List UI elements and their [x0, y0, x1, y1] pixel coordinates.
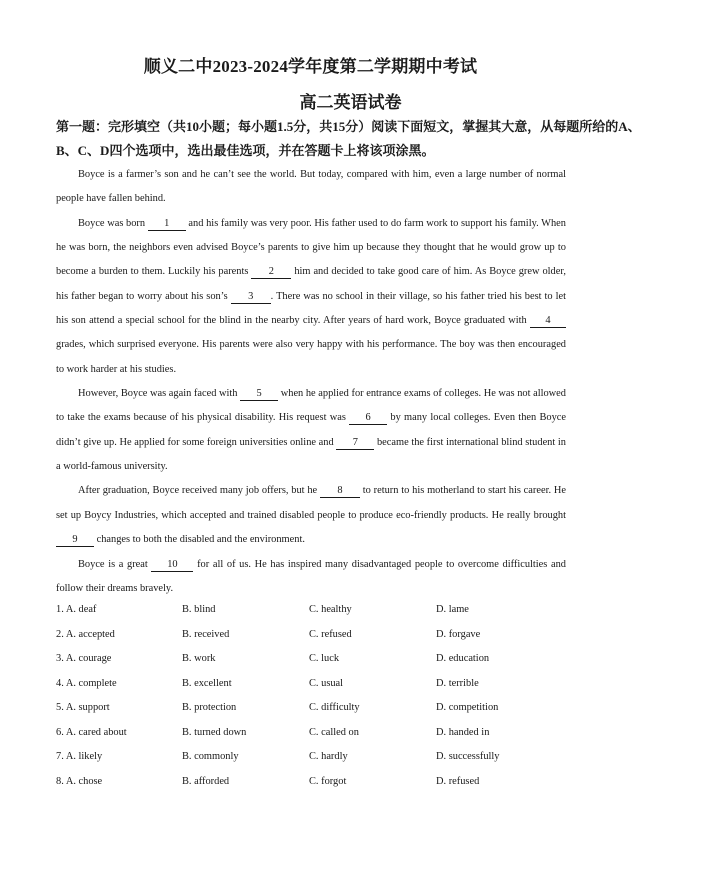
paragraph-3: However, Boyce was again faced with 5 when he applied for entrance exams of colleges. He was not allowed to take the exams because of his physical disability. His request was 6 by many local colleges. Even then Boyce didn’t give up. He applied for some foreign universities online and 7 became the first international blind student in a world-famous university. — [56, 388, 566, 473]
paragraph-1: Boyce is a farmer’s son and he can’t see the world. But today, compared with him, even a large number of normal people have fallen behind. — [56, 169, 566, 205]
option-3-c: C. luck — [309, 653, 340, 664]
option-1-b: B. blind — [182, 604, 216, 615]
section-instruction: 第一题：完形填空（共10小题；每小题1.5分，共15分）阅读下面短文，掌握其大意，从每题所给的A、B、C、D四个选项中，选出最佳选项，并在答题卡上将该项涂黑。 — [56, 119, 641, 158]
exam-subtitle: 高二英语试卷 — [299, 93, 402, 112]
paragraph-4: After graduation, Boyce received many job offers, but he 8 to return to his motherland to start his career. He set up Boycy Industries, which accepted and trained disabled people to produce eco-friendly products. He really brought 9 changes to both the disabled and the environment. — [56, 485, 566, 546]
option-row-3 — [56, 653, 656, 678]
option-row-8 — [56, 776, 656, 801]
option-3-b: B. work — [182, 653, 216, 664]
paragraph-2: Boyce was born 1 and his family was very poor. His father used to do farm work to support his family. When he was born, the neighbors even advised Boyce’s parents to give him up because they thought that he would grow up to become a burden to them. Luckily his parents 2 him and decided to take good care of him. As Boyce grew older, his father began to worry about his son’s 3 . There was no school in their village, so his father tried his best to let his son attend a special school for the blind in the nearby city. After years of hard work, Boyce graduated with 4 grades, which surprised everyone. His parents were also very happy with his performance. The boy was then encouraged to work harder at his studies. — [56, 217, 566, 375]
option-4-d: D. terrible — [436, 677, 479, 689]
option-4-c: C. usual — [309, 677, 344, 689]
option-8-d: D. refused — [436, 775, 480, 787]
blank-1: 1 — [148, 218, 186, 231]
option-7-a: 7. A. likely — [56, 751, 103, 762]
option-7-b: B. commonly — [182, 751, 239, 762]
option-8-a: 8. A. chose — [56, 775, 103, 787]
exam-title — [0, 52, 701, 77]
option-6-d: D. handed in — [436, 726, 490, 738]
option-3-a: 3. A. courage — [56, 653, 112, 664]
option-row-1 — [56, 604, 656, 629]
option-4-b: B. excellent — [182, 677, 232, 689]
option-7-c: C. hardly — [309, 751, 348, 762]
option-1-a: 1. A. deaf — [56, 604, 97, 615]
option-5-a: 5. A. support — [56, 702, 110, 713]
option-1-c: C. healthy — [309, 604, 352, 615]
exam-title-text: 顺义二中2023-2024学年度第二学期期中考试 — [143, 57, 478, 76]
option-row-5 — [56, 702, 656, 727]
option-7-d: D. successfully — [436, 751, 500, 762]
blank-2: 2 — [251, 266, 291, 279]
blank-5: 5 — [240, 388, 278, 401]
option-1-d: D. lame — [436, 604, 469, 615]
option-row-2 — [56, 629, 656, 654]
option-row-6 — [56, 727, 656, 752]
paragraph-5: Boyce is a great 10 for all of us. He has inspired many disadvantaged people to overcome difficulties and follow their dreams bravely. — [56, 558, 566, 594]
option-row-4 — [56, 678, 656, 703]
option-8-b: B. afforded — [182, 775, 230, 787]
blank-3: 3 — [231, 291, 271, 304]
option-8-c: C. forgot — [309, 775, 347, 787]
option-2-d: D. forgave — [436, 628, 481, 640]
option-3-d: D. education — [436, 653, 490, 664]
option-2-a: 2. A. accepted — [56, 628, 115, 640]
option-5-c: C. difficulty — [309, 702, 360, 713]
option-6-b: B. turned down — [182, 726, 247, 738]
option-2-c: C. refused — [309, 628, 352, 640]
option-5-d: D. competition — [436, 702, 499, 713]
option-6-a: 6. A. cared about — [56, 726, 127, 738]
blank-8: 8 — [320, 485, 360, 498]
option-6-c: C. called on — [309, 726, 359, 738]
blank-4: 4 — [530, 315, 566, 328]
blank-7: 7 — [336, 437, 374, 450]
answer-options — [56, 604, 656, 800]
option-5-b: B. protection — [182, 702, 237, 713]
option-row-7 — [56, 751, 656, 776]
blank-6: 6 — [349, 412, 387, 425]
blank-9: 9 — [56, 534, 94, 547]
option-2-b: B. received — [182, 628, 230, 640]
option-4-a: 4. A. complete — [56, 677, 117, 689]
cloze-passage — [56, 163, 566, 601]
blank-10: 10 — [151, 559, 193, 572]
